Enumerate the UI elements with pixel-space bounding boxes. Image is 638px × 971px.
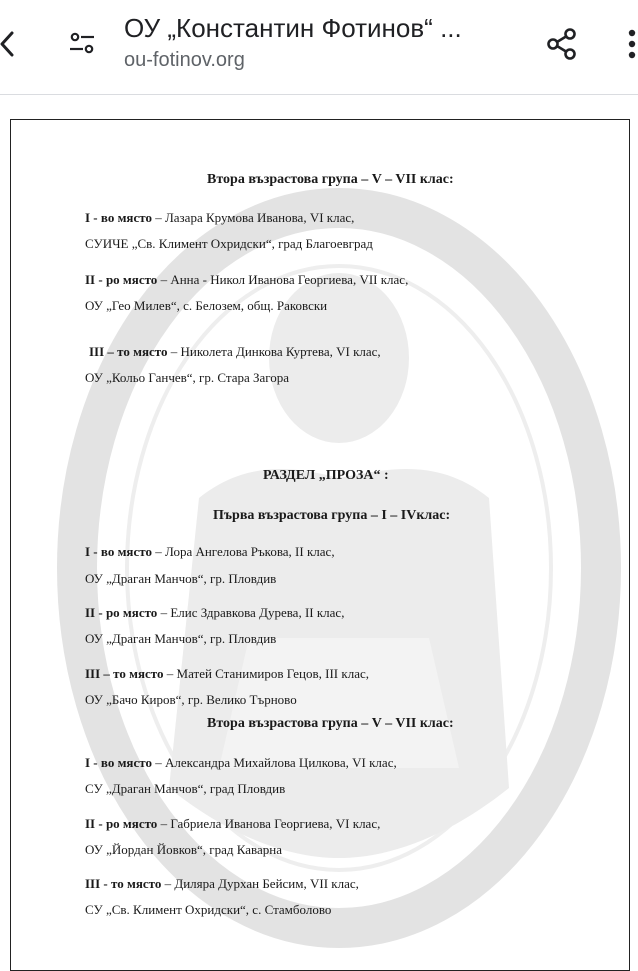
section-title: РАЗДЕЛ „ПРОЗА“ : <box>263 468 389 483</box>
school-name: ОУ „Драган Манчов“, гр. Пловдив <box>85 571 277 586</box>
place-label: II - ро място <box>85 816 158 831</box>
place-label: I - во място <box>85 755 152 770</box>
back-chevron-icon <box>0 29 18 59</box>
winner-name: Диляра Дурхан Бейсим, VII клас, <box>174 876 359 891</box>
document-content <box>11 120 629 970</box>
school-name: СУИЧЕ „Св. Климент Охридски“, град Благоевград <box>85 236 373 251</box>
winner-name: Матей Станимиров Гецов, III клас, <box>176 666 369 681</box>
section-heading: Втора възрастова група – V – VII клас: <box>207 172 454 187</box>
school-name: ОУ „Кольо Ганчев“, гр. Стара Загора <box>85 370 290 385</box>
share-icon <box>544 26 580 62</box>
award-entry: II - ро място – Габриела Иванова Георгиева, VI клас, <box>85 816 381 831</box>
back-button[interactable] <box>0 24 22 64</box>
place-label: III - то място <box>85 876 162 891</box>
page-title-block[interactable] <box>124 10 524 74</box>
award-entry: III - то място – Диляра Дурхан Бейсим, VII клас, <box>85 876 359 891</box>
winner-name: Николета Динкова Куртева, VI клас, <box>180 344 381 359</box>
place-label: II - ро място <box>85 605 158 620</box>
award-entry: III – то място – Николета Динкова Куртева, VI клас, <box>89 344 381 359</box>
winner-name: Лазара Крумова Иванова, VI клас, <box>164 210 355 225</box>
app-bar <box>0 0 638 95</box>
place-label: III – то място <box>85 666 164 681</box>
more-vert-icon <box>627 27 637 61</box>
document-viewer[interactable] <box>0 95 638 956</box>
place-label: I - во място <box>85 544 152 559</box>
place-label: III – то място <box>89 344 168 359</box>
page-title: ОУ „Константин Фотинов“ ... <box>124 13 462 43</box>
section-heading: Втора възрастова група – V – VII клас: <box>207 716 454 731</box>
place-label: II - ро място <box>85 272 158 287</box>
winner-name: Елис Здравкова Дурева, II клас, <box>170 605 345 620</box>
winner-name: Габриела Иванова Георгиева, VI клас, <box>170 816 381 831</box>
school-name: ОУ „Драган Манчов“, гр. Пловдив <box>85 631 277 646</box>
award-entry: I - во място – Александра Михайлова Цилкова, VI клас, <box>85 755 397 770</box>
share-button[interactable] <box>540 22 584 66</box>
school-name: СУ „Св. Климент Охридски“, с. Стамболово <box>85 902 332 917</box>
winner-name: Лора Ангелова Ръкова, II клас, <box>164 544 335 559</box>
more-options-button[interactable] <box>622 22 638 66</box>
school-name: ОУ „Гео Милев“, с. Белозем, общ. Раковски <box>85 298 328 313</box>
school-name: СУ „Драган Манчов“, град Пловдив <box>85 781 286 796</box>
winner-name: Анна - Никол Иванова Георгиева, VII клас, <box>170 272 409 287</box>
winner-name: Александра Михайлова Цилкова, VI клас, <box>164 755 397 770</box>
page-url: ou-fotinov.org <box>124 49 245 71</box>
tune-icon <box>67 29 97 59</box>
section-heading: Първа възрастова група – I – IVклас: <box>213 508 451 523</box>
page-settings-button[interactable] <box>62 24 102 64</box>
award-entry: II - ро място – Анна - Никол Иванова Георгиева, VII клас, <box>85 272 409 287</box>
school-name: ОУ „Бачо Киров“, гр. Велико Търново <box>85 692 297 707</box>
award-entry: II - ро място – Елис Здравкова Дурева, II клас, <box>85 605 345 620</box>
award-entry: I - во място – Лазара Крумова Иванова, VI клас, <box>85 210 355 225</box>
award-entry: III – то място – Матей Станимиров Гецов, III клас, <box>85 666 369 681</box>
award-entry: I - во място – Лора Ангелова Ръкова, II клас, <box>85 544 335 559</box>
place-label: I - во място <box>85 210 152 225</box>
school-name: ОУ „Йордан Йовков“, град Каварна <box>85 842 282 857</box>
document-page <box>10 119 630 971</box>
